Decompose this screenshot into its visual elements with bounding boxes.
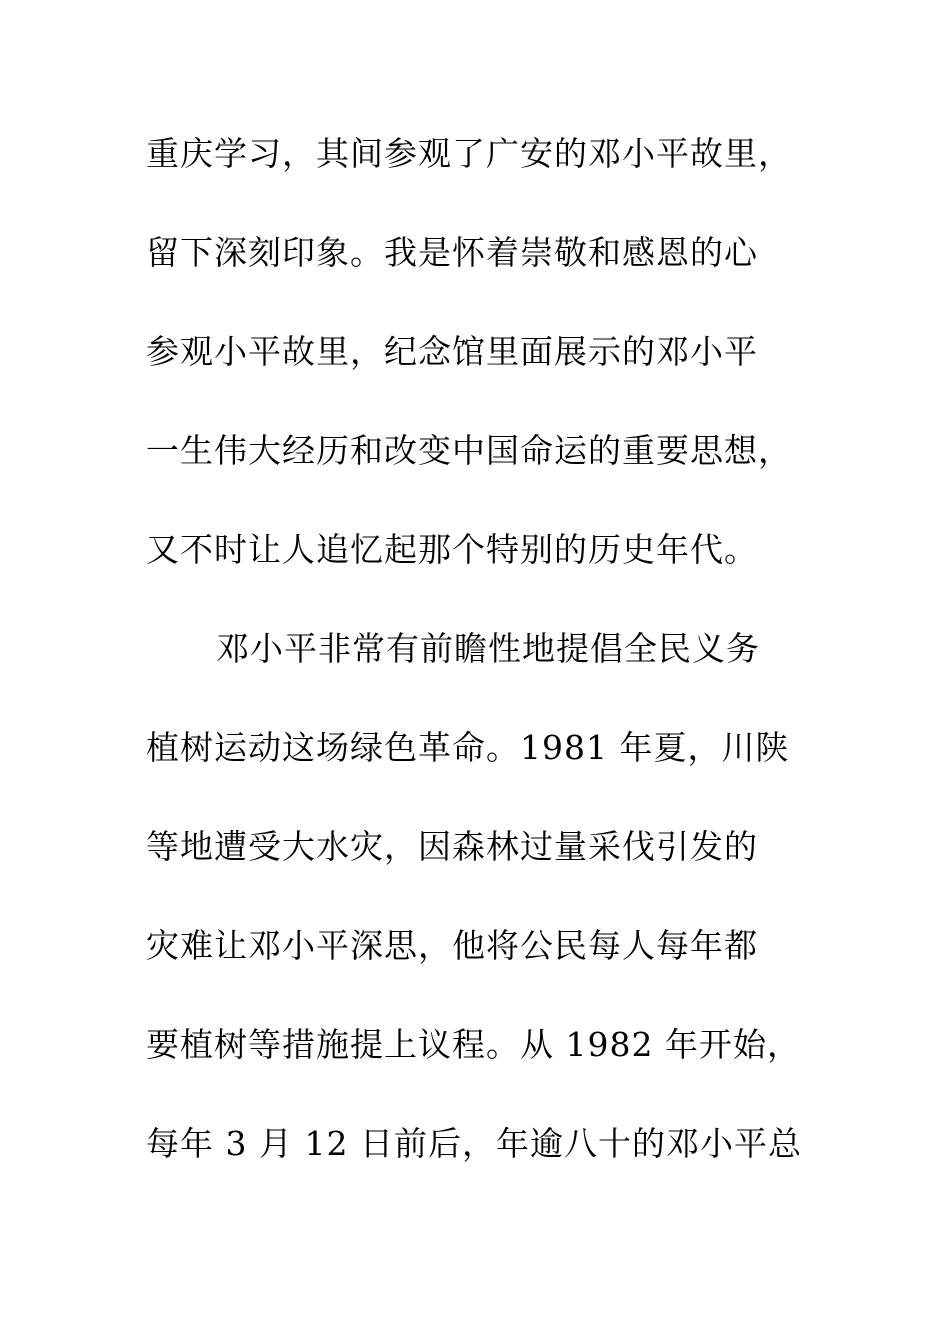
text-line: 重庆学习，其间参观了广安的邓小平故里， <box>146 134 792 173</box>
text-line: 植树运动这场绿色革命。1981 年夏，川陕 <box>146 728 790 767</box>
text-line: 又不时让人追忆起那个特别的历史年代。 <box>146 530 758 569</box>
text-line: 每年 3 月 12 日前后，年逾八十的邓小平总 <box>146 1124 802 1163</box>
text-line: 要植树等措施提上议程。从 1982 年开始， <box>146 1025 801 1064</box>
text-line: 一生伟大经历和改变中国命运的重要思想， <box>146 431 792 470</box>
text-line: 参观小平故里，纪念馆里面展示的邓小平 <box>146 332 758 371</box>
paragraph-start-line: 邓小平非常有前瞻性地提倡全民义务 <box>216 629 760 668</box>
text-line: 灾难让邓小平深思，他将公民每人每年都 <box>146 926 758 965</box>
text-line: 等地遭受大水灾，因森林过量采伐引发的 <box>146 827 758 866</box>
body-text <box>146 128 806 1217</box>
text-line: 留下深刻印象。我是怀着崇敬和感恩的心 <box>146 233 758 272</box>
